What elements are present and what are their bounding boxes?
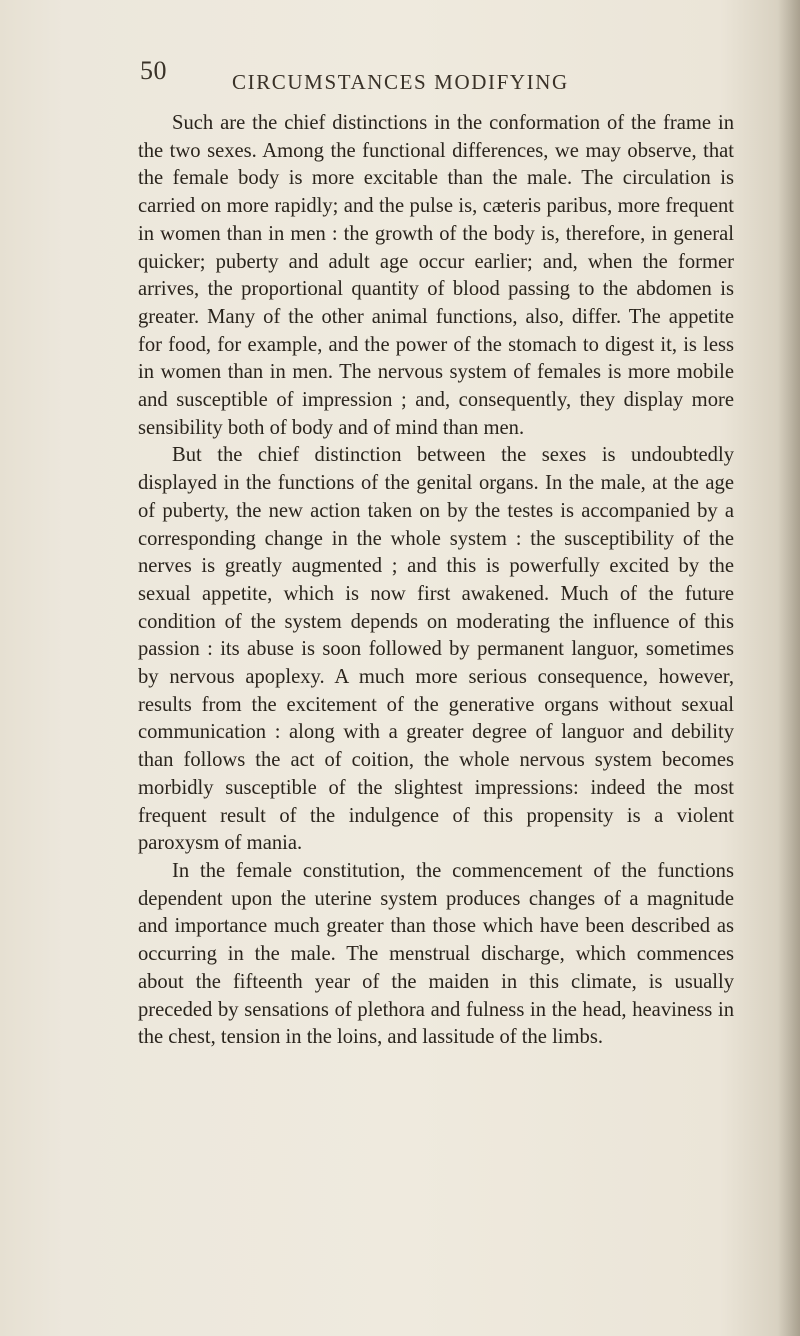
body-text: [138, 110, 734, 1052]
paragraph-1: Such are the chief distinctions in the conformation of the frame in the two sexes. Among the functional differences, we may observe, that the female body is more excitable than the male. The circulation is carried on more rapidly; and the pulse is, cæteris paribus, more frequent in women than in men : the growth of the body is, therefore, in general quicker; puberty and adult age occur earlier; and, when the former arrives, the proportional quantity of blood passing to the abdomen is greater. Many of the other animal functions, also, differ. The appetite for food, for example, and the power of the stomach to digest it, is less in women than in men. The nervous system of females is more mobile and susceptible of impression ; and, consequently, they display more sensibility both of body and of mind than men.: [138, 112, 734, 439]
paragraph-3: In the female constitution, the commencement of the functions dependent upon the uterine system produces changes of a magnitude and importance much greater than those which have been described as occurring in the male. The menstrual discharge, which commences about the fifteenth year of the maiden in this climate, is usually preceded by sensations of plethora and fulness in the head, heaviness in the chest, tension in the loins, and lassitude of the limbs.: [138, 859, 734, 1049]
paragraph-2: But the chief distinction between the sexes is undoubtedly displayed in the functions of the genital organs. In the male, at the age of puberty, the new action taken on by the testes is accompanied by a corresponding change in the whole system : the susceptibility of the nerves is greatly augmented ; and this is powerfully excited by the sexual appetite, which is now first awakened. Much of the future condition of the system depends on moderating the influence of this passion : its abuse is soon followed by permanent languor, sometimes by nervous apoplexy. A much more serious consequence, however, results from the excitement of the generative organs without sexual communication : along with a greater degree of languor and debility than follows the act of coition, the whole nervous system becomes morbidly susceptible of the slightest impressions: indeed the most frequent result of the indulgence of this propensity is a violent paroxysm of mania.: [138, 444, 734, 855]
page-number: 50: [140, 56, 167, 85]
page-header: [0, 56, 800, 96]
running-head: CIRCUMSTANCES MODIFYING: [232, 70, 569, 94]
page-edge-shadow: [778, 0, 800, 1336]
